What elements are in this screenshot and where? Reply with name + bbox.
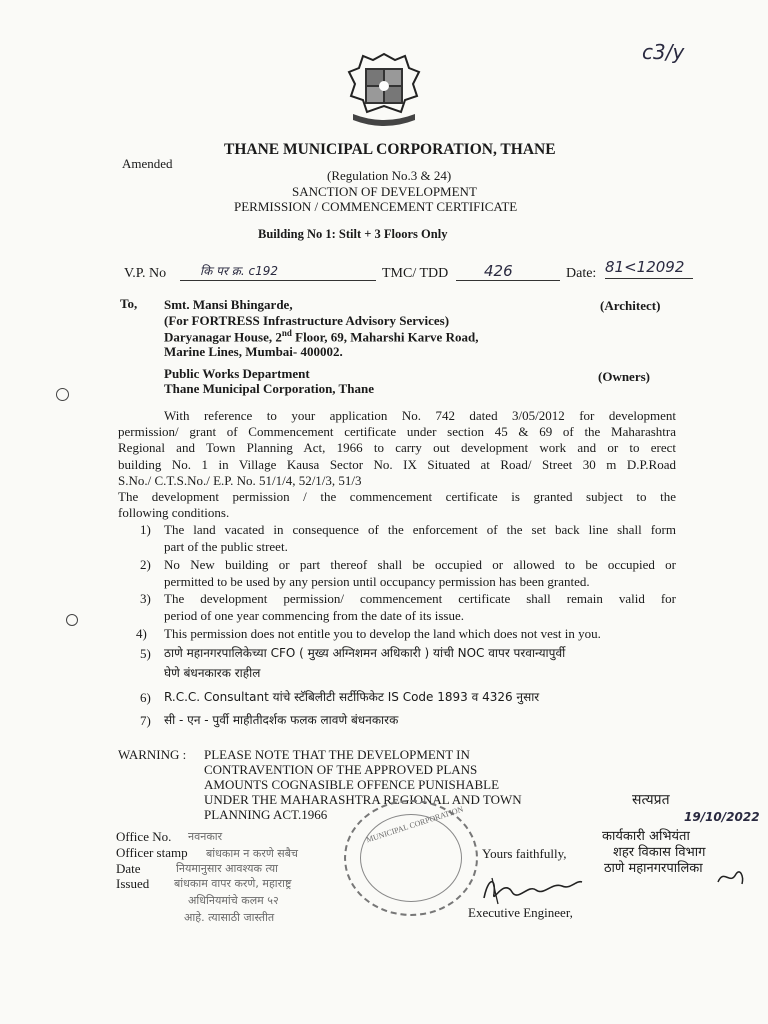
condition-text: period of one year commencing from the date of its issue.	[164, 608, 464, 623]
attest-initial-icon	[716, 866, 746, 888]
tmc-value-text: 426	[484, 262, 513, 280]
condition-text: permitted to be used by any persion until occupancy permission has been granted.	[164, 574, 590, 589]
condition-text: This permission does not entitle you to develop the land which does not vest in you.	[164, 626, 601, 641]
body-line-1: With reference to your application No. 742 dated 3/05/2012 for development	[164, 408, 676, 423]
page-title: THANE MUNICIPAL CORPORATION, THANE	[224, 141, 556, 158]
to-label: To,	[120, 296, 138, 311]
stamp-marathi: नवनकार	[188, 830, 223, 843]
stamp-marathi: बांधकाम वापर करणे, महाराष्ट्र	[174, 877, 292, 890]
architect-address-1	[164, 328, 478, 345]
condition-text: घेणे बंधनकारक राहील	[164, 666, 261, 680]
attest-line-2: शहर विकास विभाग	[613, 845, 706, 860]
sanction-line: SANCTION OF DEVELOPMENT	[292, 184, 477, 199]
warning-line: PLANNING ACT.1966	[204, 807, 328, 822]
architect-address-2: Marine Lines, Mumbai- 400002.	[164, 344, 343, 359]
tmc-value	[456, 262, 560, 281]
warning-line: UNDER THE MAHARASHTRA REGIONAL AND TOWN	[204, 792, 522, 807]
date-value	[605, 258, 693, 279]
condition-number: 7)	[140, 713, 151, 728]
date-office-label: Date	[116, 861, 141, 876]
punch-mark	[56, 388, 69, 401]
condition-text: The land vacated in consequence of the enforcement of the set back line shall form	[164, 522, 676, 537]
amended-label: Amended	[122, 156, 173, 171]
condition-text: The development permission/ commencement certificate shall remain valid for	[164, 591, 676, 606]
condition-number: 3)	[140, 591, 151, 606]
condition-number: 6)	[140, 690, 151, 705]
owners-line-1: Public Works Department	[164, 366, 310, 381]
date-label: Date:	[566, 266, 597, 281]
tmc-label: TMC/ TDD	[382, 266, 449, 281]
issued-label: Issued	[116, 876, 150, 891]
vp-value	[180, 262, 376, 281]
stamp-marathi: आहे. त्यासाठी जास्तीत	[184, 911, 275, 924]
punch-mark	[66, 614, 78, 626]
stamp-marathi: नियमानुसार आवश्यक त्या	[176, 862, 278, 875]
condition-text: ठाणे महानगरपालिकेच्या CFO ( मुख्य अग्निशमन अधिकारी ) यांची NOC वापर परवान्यापुर्वी	[164, 646, 566, 660]
corner-note: c3/y	[642, 40, 685, 64]
body-line-6: The development permission / the commencement certificate is granted subject to the	[118, 489, 676, 504]
condition-text: सी - एन - पुर्वी माहीतीदर्शक फलक लावणे बंधनकारक	[164, 713, 399, 727]
architect-role: (Architect)	[600, 298, 661, 313]
body-line-2: permission/ grant of Commencement certificate under section 45 & 69 of the Maharashtra	[118, 424, 676, 439]
date-value-text: 81<12092	[605, 258, 685, 276]
stamp-marathi: अधिनियमांचे कलम ५२	[188, 894, 279, 907]
tmc-emblem-icon	[343, 50, 425, 130]
body-line-7: following conditions.	[118, 505, 230, 520]
attest-date: 19/10/2022	[684, 810, 760, 824]
warning-line: CONTRAVENTION OF THE APPROVED PLANS	[204, 762, 478, 777]
owners-role: (Owners)	[598, 369, 650, 384]
condition-number: 2)	[140, 557, 151, 572]
condition-text: No New building or part thereof shall be occupied or allowed to be occupied or	[164, 557, 676, 572]
permission-line: PERMISSION / COMMENCEMENT CERTIFICATE	[234, 199, 518, 214]
condition-number: 1)	[140, 522, 151, 537]
warning-line: PLEASE NOTE THAT THE DEVELOPMENT IN	[204, 747, 470, 762]
vp-value-text: कि पर क्र. c192	[200, 264, 279, 278]
signature-icon	[478, 868, 598, 908]
executive-engineer: Executive Engineer,	[468, 905, 573, 920]
attest-satyaprat: सत्यप्रत	[632, 792, 670, 808]
building-line: Building No 1: Stilt + 3 Floors Only	[258, 227, 448, 241]
architect-firm: (For FORTRESS Infrastructure Advisory Services)	[164, 313, 450, 328]
condition-text: part of the public street.	[164, 539, 288, 554]
warning-label: WARNING :	[118, 747, 187, 762]
condition-number: 4)	[136, 626, 147, 641]
yours-faithfully: Yours faithfully,	[482, 846, 567, 861]
address-1b: Floor, 69, Maharshi Karve Road,	[291, 329, 479, 345]
architect-name: Smt. Mansi Bhingarde,	[164, 297, 293, 312]
stamp-marathi: बांधकाम न करणे सबैच	[206, 847, 298, 860]
body-line-4: building No. 1 in Village Kausa Sector No. IX Situated at Road/ Street 30 m D.P.Road	[118, 457, 676, 472]
officer-stamp-label: Officer stamp	[116, 845, 188, 860]
body-line-3: Regional and Town Planning Act, 1966 to carry out development work and or to erect	[118, 440, 676, 455]
address-1-sup: nd	[281, 328, 292, 338]
address-1a: Daryanagar House, 2	[164, 329, 282, 345]
regulation-line: (Regulation No.3 & 24)	[327, 168, 452, 183]
warning-line: AMOUNTS COGNASIBLE OFFENCE PUNISHABLE	[204, 777, 500, 792]
office-no-label: Office No.	[116, 829, 172, 844]
round-seal-text: MUNICIPAL CORPORATION	[365, 804, 465, 845]
attest-line-1: कार्यकारी अभियंता	[602, 829, 690, 844]
vp-label: V.P. No	[124, 266, 167, 281]
owners-line-2: Thane Municipal Corporation, Thane	[164, 381, 374, 396]
condition-number: 5)	[140, 646, 151, 661]
condition-text: R.C.C. Consultant यांचे स्टॅबिलीटी सर्टीफिकेट IS Code 1893 व 4326 नुसार	[164, 690, 540, 704]
body-line-5: S.No./ C.T.S.No./ E.P. No. 51/1/4, 52/1/3, 51/3	[118, 473, 362, 488]
attest-line-3: ठाणे महानगरपालिका	[604, 861, 703, 876]
round-seal	[344, 800, 478, 916]
